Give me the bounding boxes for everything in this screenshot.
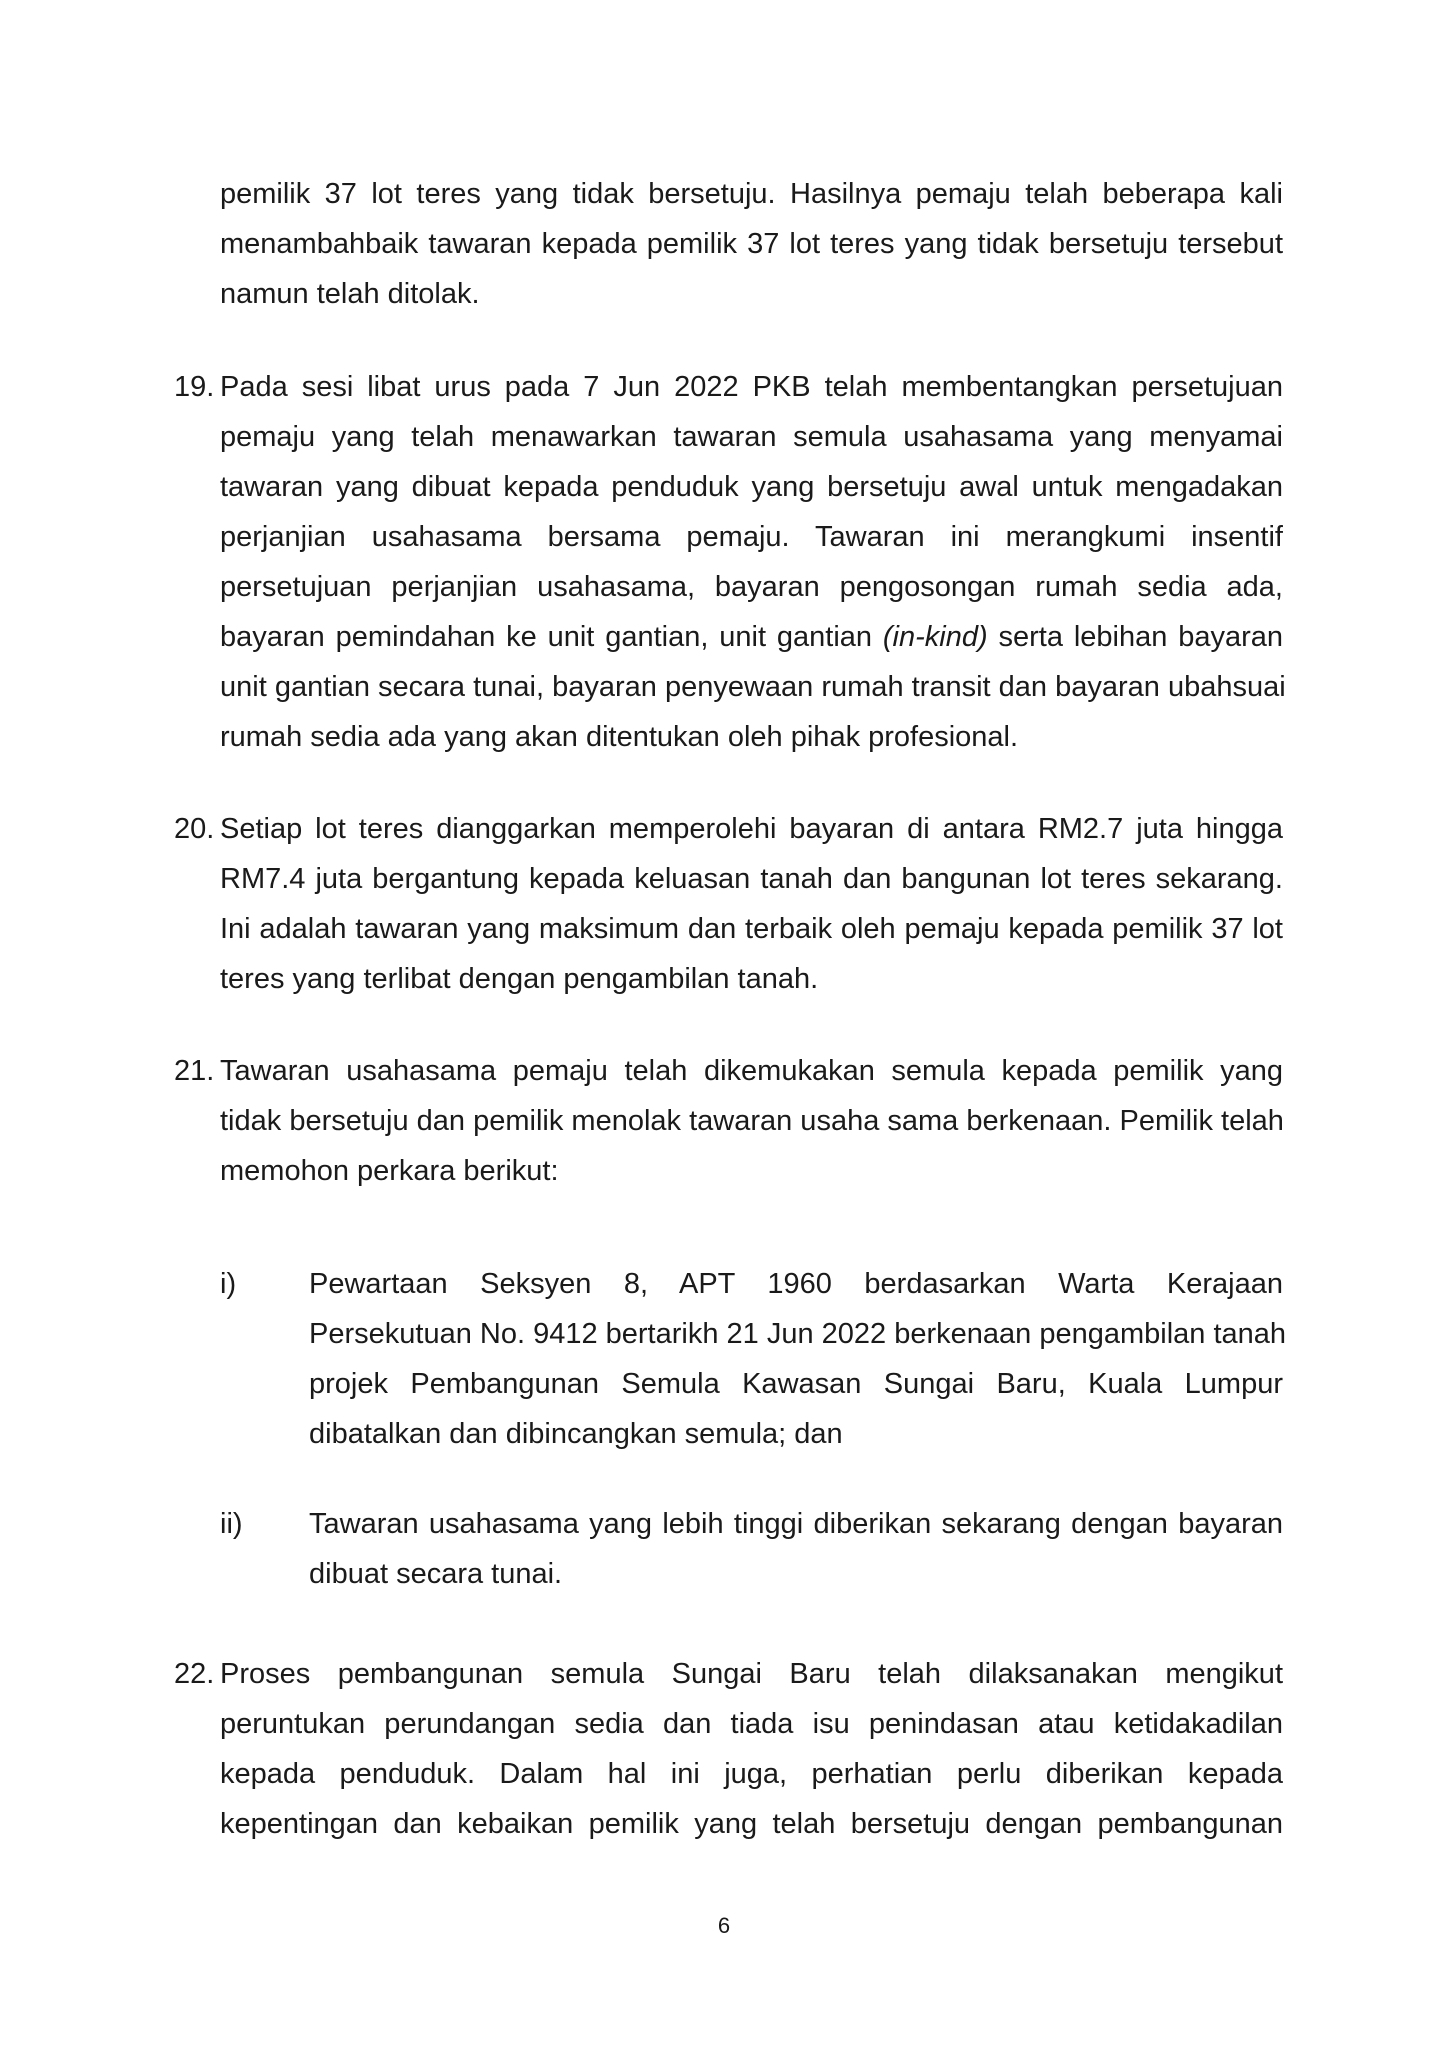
- para20-line-3: Ini adalah tawaran yang maksimum dan terbaik oleh pemaju kepada pemilik 37 lot: [220, 913, 1283, 945]
- paragraph-number-19: 19.: [174, 371, 215, 403]
- item-ii-line-2: dibuat secara tunai.: [309, 1558, 563, 1590]
- para19-line-6: [220, 620, 1283, 654]
- item-i-line-4: dibatalkan dan dibincangkan semula; dan: [309, 1418, 843, 1450]
- item-i-line-2: Persekutuan No. 9412 bertarikh 21 Jun 2022 berkenaan pengambilan tanah: [309, 1318, 1287, 1350]
- item-ii-line-1: Tawaran usahasama yang lebih tinggi diberikan sekarang dengan bayaran: [309, 1508, 1283, 1540]
- list-item-label-ii: ii): [220, 1508, 243, 1540]
- para20-line-4: teres yang terlibat dengan pengambilan tanah.: [220, 963, 819, 995]
- para22-line-1: Proses pembangunan semula Sungai Baru telah dilaksanakan mengikut: [220, 1658, 1283, 1690]
- para19-line-3: tawaran yang dibuat kepada penduduk yang bersetuju awal untuk mengadakan: [220, 471, 1283, 503]
- para19-line-6-after: serta lebihan bayaran: [987, 621, 1283, 653]
- para19-line-8: rumah sedia ada yang akan ditentukan oleh pihak profesional.: [220, 721, 1019, 753]
- para20-line-2: RM7.4 juta bergantung kepada keluasan tanah dan bangunan lot teres sekarang.: [220, 863, 1283, 895]
- para22-line-2: peruntukan perundangan sedia dan tiada isu penindasan atau ketidakadilan: [220, 1708, 1283, 1740]
- para19-line-5: persetujuan perjanjian usahasama, bayaran pengosongan rumah sedia ada,: [220, 571, 1283, 603]
- para19-line-4: perjanjian usahasama bersama pemaju. Tawaran ini merangkumi insentif: [220, 521, 1283, 553]
- continuation-line-2: menambahbaik tawaran kepada pemilik 37 lot teres yang tidak bersetuju tersebut: [220, 228, 1283, 260]
- para21-line-2: tidak bersetuju dan pemilik menolak tawaran usaha sama berkenaan. Pemilik telah: [220, 1105, 1284, 1137]
- continuation-line-3: namun telah ditolak.: [220, 278, 480, 310]
- continuation-line-1: pemilik 37 lot teres yang tidak bersetuju. Hasilnya pemaju telah beberapa kali: [220, 178, 1283, 210]
- paragraph-number-22: 22.: [174, 1658, 215, 1690]
- page-number: 6: [717, 1913, 731, 1938]
- para19-line-1: Pada sesi libat urus pada 7 Jun 2022 PKB telah membentangkan persetujuan: [220, 371, 1283, 403]
- para20-line-1: Setiap lot teres dianggarkan memperolehi bayaran di antara RM2.7 juta hingga: [220, 813, 1283, 845]
- item-i-line-3: projek Pembangunan Semula Kawasan Sungai Baru, Kuala Lumpur: [309, 1368, 1283, 1400]
- in-kind-italic: (in-kind): [882, 621, 988, 653]
- para19-line-6-before: bayaran pemindahan ke unit gantian, unit gantian: [220, 621, 883, 653]
- para22-line-4: kepentingan dan kebaikan pemilik yang telah bersetuju dengan pembangunan: [220, 1808, 1283, 1840]
- para22-line-3: kepada penduduk. Dalam hal ini juga, perhatian perlu diberikan kepada: [220, 1758, 1283, 1790]
- paragraph-number-20: 20.: [174, 813, 215, 845]
- paragraph-number-21: 21.: [174, 1055, 215, 1087]
- para19-line-2: pemaju yang telah menawarkan tawaran semula usahasama yang menyamai: [220, 421, 1283, 453]
- para21-line-3: memohon perkara berikut:: [220, 1155, 559, 1187]
- para21-line-1: Tawaran usahasama pemaju telah dikemukakan semula kepada pemilik yang: [220, 1055, 1283, 1087]
- para19-line-7: unit gantian secara tunai, bayaran penyewaan rumah transit dan bayaran ubahsuai: [220, 671, 1286, 703]
- item-i-line-1: Pewartaan Seksyen 8, APT 1960 berdasarkan Warta Kerajaan: [309, 1268, 1283, 1300]
- list-item-label-i: i): [220, 1268, 237, 1300]
